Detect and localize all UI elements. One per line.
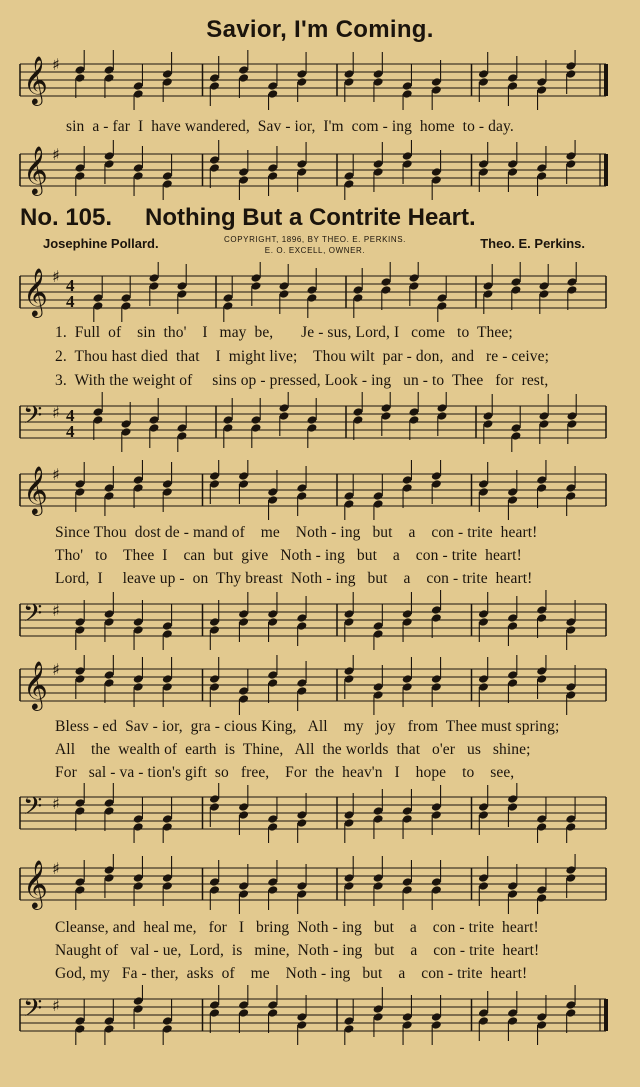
- time-signature-bottom: 4: [66, 292, 75, 311]
- system-2-verse-2: Tho' to Thee I can but give Noth - ing but a con - trite heart!: [55, 547, 522, 564]
- copyright-line-2: E. O. EXCELL, OWNER.: [264, 246, 366, 255]
- system-2-bass-staff: [0, 590, 640, 650]
- time-signature-top: 4: [66, 276, 75, 295]
- system-3-verse-2: All the wealth of earth is Thine, All the worlds that o'er us shine;: [55, 741, 531, 758]
- bass-clef-icon: 𝄢: [23, 599, 43, 634]
- system-4-verse-2: Naught of val - ue, Lord, is mine, Noth - ing but a con - trite heart!: [55, 942, 540, 959]
- sharp-icon: ♯: [52, 55, 60, 74]
- staff-top-bass: [0, 140, 640, 200]
- sharp-icon: ♯: [52, 403, 60, 422]
- treble-clef-icon: 𝄞: [23, 145, 48, 194]
- bass-clef-icon: 𝄢: [23, 401, 43, 436]
- treble-clef-icon: 𝄞: [23, 55, 48, 104]
- hymn-number: No. 105.: [20, 204, 113, 231]
- composer: Theo. E. Perkins.: [480, 236, 585, 251]
- bass-clef-icon: 𝄢: [23, 792, 43, 827]
- top-hymn-lyric: sin a - far I have wandered, Sav - ior, I'm com - ing home to - day.: [66, 118, 514, 135]
- sharp-icon: ♯: [52, 465, 60, 484]
- treble-clef-icon: 𝄞: [23, 267, 48, 316]
- system-3-treble-staff: [0, 655, 640, 715]
- sharp-icon: ♯: [52, 145, 60, 164]
- hymn-title: Nothing But a Contrite Heart.: [145, 204, 476, 231]
- sharp-icon: ♯: [52, 660, 60, 679]
- sharp-icon: ♯: [52, 601, 60, 620]
- copyright-line-1: COPYRIGHT, 1896, BY THEO. E. PERKINS.: [224, 235, 406, 244]
- system-2-verse-3: Lord, I leave up - on Thy breast Noth - ing but a con - trite heart!: [55, 570, 533, 587]
- system-3-verse-1: Bless - ed Sav - ior, gra - cious King, All my joy from Thee must spring;: [55, 718, 560, 735]
- top-hymn-title: Savior, I'm Coming.: [206, 16, 434, 43]
- copyright-notice: [195, 234, 435, 256]
- system-1-bass-staff: [0, 392, 640, 452]
- treble-clef-icon: 𝄞: [23, 465, 48, 514]
- system-4-bass-staff: [0, 985, 640, 1045]
- bass-clef-icon: 𝄢: [23, 994, 43, 1029]
- system-2-verse-1: Since Thou dost de - mand of me Noth - ing but a con - trite heart!: [55, 524, 538, 541]
- sharp-icon: ♯: [52, 794, 60, 813]
- system-1-treble-staff: [0, 262, 640, 322]
- sharp-icon: ♯: [52, 267, 60, 286]
- time-signature-bottom: 4: [66, 422, 75, 441]
- staff-top-treble: [0, 50, 640, 110]
- system-3-bass-staff: [0, 783, 640, 843]
- system-1-verse-1: 1. Full of sin tho' I may be, Je - sus, Lord, I come to Thee;: [55, 324, 513, 341]
- system-1-verse-2: 2. Thou hast died that I might live; Thou wilt par - don, and re - ceive;: [55, 348, 550, 365]
- author: Josephine Pollard.: [43, 236, 159, 251]
- system-3-verse-3: For sal - va - tion's gift so free, For the heav'n I hope to see,: [55, 764, 515, 781]
- sharp-icon: ♯: [52, 996, 60, 1015]
- system-4-treble-staff: [0, 854, 640, 914]
- system-1-verse-3: 3. With the weight of sins op - pressed, Look - ing un - to Thee for rest,: [55, 372, 549, 389]
- treble-clef-icon: 𝄞: [23, 859, 48, 908]
- system-2-treble-staff: [0, 460, 640, 520]
- system-4-verse-3: God, my Fa - ther, asks of me Noth - ing but a con - trite heart!: [55, 965, 528, 982]
- sharp-icon: ♯: [52, 859, 60, 878]
- system-4-verse-1: Cleanse, and heal me, for I bring Noth - ing but a con - trite heart!: [55, 919, 539, 936]
- treble-clef-icon: 𝄞: [23, 660, 48, 709]
- time-signature-top: 4: [66, 406, 75, 425]
